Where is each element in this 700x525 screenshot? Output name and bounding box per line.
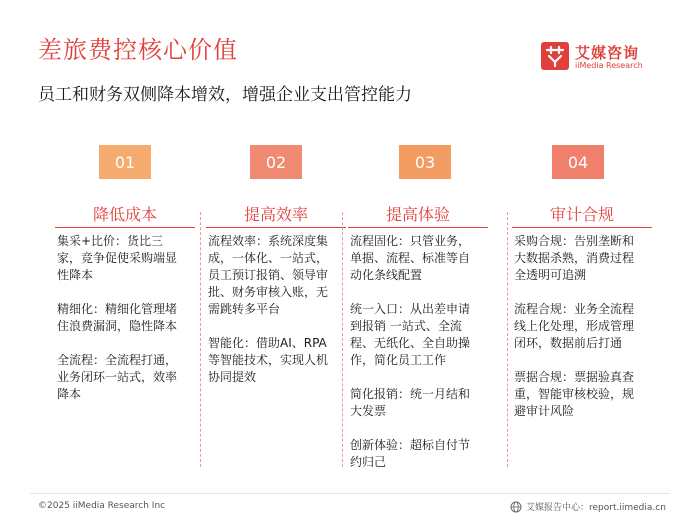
column-paragraph: 统一入口：从出差申请到报销 一站式、全流程、无纸化、全自助操作，简化员工工作	[350, 302, 471, 367]
column-title: 提高体验	[385, 205, 450, 224]
column-paragraph: 流程固化：只管业务，单据、流程、标准等自动化条线配置	[350, 234, 471, 282]
column-title-underline	[348, 227, 488, 228]
column-paragraph: 智能化：借助AI、RPA等智能技术，实现人机协同提效	[208, 336, 329, 384]
column-paragraph: 简化报销：统一月结和大发票	[350, 387, 471, 418]
page-title: 差旅费控核心价值	[38, 36, 238, 64]
column-paragraph: 票据合规：票据验真查重，智能审核校验，规避审计风险	[514, 370, 635, 418]
column-title: 审计合规	[549, 205, 614, 224]
logo-name: 艾媒咨询	[575, 44, 640, 62]
globe-icon	[510, 501, 522, 513]
footer-report-center	[510, 500, 666, 513]
column-separator	[200, 212, 201, 467]
column-title: 降低成本	[92, 205, 157, 224]
column-separator	[507, 212, 508, 467]
iimedia-logo-icon	[541, 42, 569, 70]
logo-english-name: iiMedia Research	[575, 61, 643, 70]
footer-copyright: ©2025 iiMedia Research Inc	[38, 501, 166, 511]
column-paragraph: 采购合规：告别垄断和大数据杀熟，消费过程全透明可追溯	[514, 234, 635, 282]
column-separator	[342, 212, 343, 467]
brand-logo	[541, 42, 681, 76]
column-title-underline	[512, 227, 652, 228]
column-number-badge: 01	[99, 145, 151, 179]
column-paragraph: 精细化：精细化管理堵住浪费漏洞，隐性降本	[57, 302, 178, 333]
column-title-underline	[206, 227, 346, 228]
footer-divider	[30, 493, 670, 494]
column-paragraph: 集采+比价：货比三家，竞争促使采购端显性降本	[57, 234, 178, 282]
column-number-badge: 02	[250, 145, 302, 179]
column-paragraph: 流程合规：业务全流程线上化处理，形成管理闭环，数据前后打通	[514, 302, 635, 350]
column-paragraph: 流程效率：系统深度集成，一体化、一站式，员工预订报销、领导审批、财务审核入账，无需跳转多平台	[208, 234, 329, 316]
column-number-badge: 04	[552, 145, 604, 179]
column-title: 提高效率	[243, 205, 308, 224]
footer-report-link[interactable]: 艾媒报告中心：report.iimedia.cn	[526, 503, 666, 513]
column-paragraph: 创新体验：超标自付节约归己	[350, 438, 471, 469]
column-number-badge: 03	[399, 145, 451, 179]
page-subtitle: 员工和财务双侧降本增效，增强企业支出管控能力	[38, 85, 412, 105]
column-paragraph: 全流程：全流程打通，业务闭环一站式，效率降本	[57, 353, 178, 401]
column-title-underline	[55, 227, 195, 228]
